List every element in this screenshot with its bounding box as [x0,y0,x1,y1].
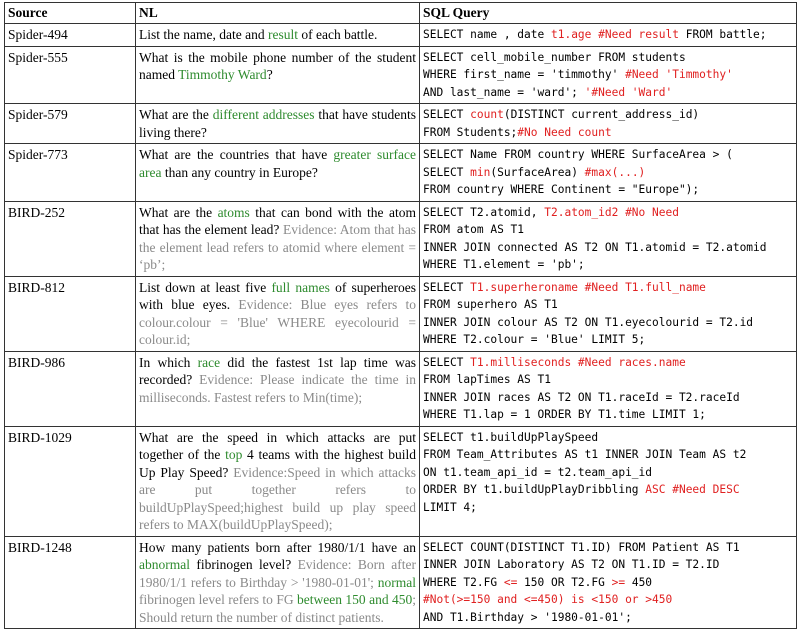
source-cell: Spider-773 [5,144,136,202]
sql-cell [420,46,797,104]
sql-cell [420,24,797,47]
nl-evidence: Evidence: Please indicate the time in milliseconds. Fastest refers to Min(time); [139,372,416,405]
nl-text: What is the mobile phone number of the student named [139,49,416,82]
sql-line [423,296,793,314]
sql-code: FROM Team_Attributes AS t1 INNER JOIN Team AS t2 [423,448,747,461]
sql-code: INNER JOIN Laboratory AS T2 ON T1.ID = T2.ID [423,558,720,571]
nl-highlight: between 150 and 450 [297,592,413,607]
sql-cell [420,536,797,629]
nl-highlight: abnormal [139,557,190,572]
source-cell: Spider-579 [5,104,136,144]
nl-cell [136,426,420,536]
sql-code: (SurfaceArea) [490,165,585,179]
sql-code: SELECT [423,280,471,294]
table-row [5,46,797,104]
sql-code: WHERE T1.element = 'pb'; [423,258,585,271]
sql-line [423,354,793,372]
sql-line [423,164,793,182]
sql-line [423,591,793,609]
sql-code: FROM country WHERE Continent = "Europe"); [423,183,700,196]
sql-cell [420,426,797,536]
nl-text: What are the countries that have [139,147,334,162]
sql-annotation: '#Need 'Ward' [584,85,673,99]
sql-code: INNER JOIN connected AS T2 ON T1.atomid = T2.atomid [423,240,767,254]
sql-code: WHERE T2.FG [423,575,504,589]
source-cell: BIRD-1248 [5,536,136,629]
sql-line [423,146,793,164]
sql-cell [420,276,797,351]
sql-annotation: #Not(>=150 and <=450) is <150 or >450 [423,593,673,606]
nl-text: of each battle. [297,27,378,42]
sql-line [423,256,793,274]
sql-code: ON t1.team_api_id = t2.team_api_id [423,465,653,479]
sql-code: FROM Students; [423,125,518,139]
nl-text: What are the speed in which attacks are put together of the [139,429,416,462]
nl-evidence: ; Should return the number of distinct patients. [139,592,417,625]
sql-code: SELECT COUNT(DISTINCT T1.ID) FROM Patient AS T1 [423,540,740,554]
sql-line [423,181,793,199]
nl-evidence: Evidence: Born after 1980/1/1 refers to Birthday > '1980-01-01'; [139,557,416,590]
sql-line [423,481,793,499]
sql-annotation: #Need 'Timmothy' [625,68,733,81]
nl-evidence: Evidence:Speed in which attacks are put together refers to buildUpPlaySpeed;highest build up play speed refers to MAX(buildUpPlaySpeed); [139,464,416,532]
sql-annotation: >= [611,575,626,589]
nl-text: What are the [139,107,213,122]
sql-annotation: #max(...) [584,165,646,179]
nl-evidence: Evidence: Blue eyes refers to colour.colour = 'Blue' WHERE eyecolourid = colour.id; [139,297,417,347]
sql-line [423,429,793,447]
nl-text: What are the [139,204,218,220]
sql-annotation: count [470,108,504,121]
sql-code: INNER JOIN races AS T2 ON T1.raceId = T2.raceId [423,390,740,404]
nl-highlight: race [197,354,221,370]
sql-code: LIMIT 4; [423,500,477,514]
sql-line [423,26,793,44]
nl-evidence: Evidence: Atom that has the element lead refers to atomid where element = ‘pb’; [139,222,417,272]
nl-highlight: result [267,27,298,42]
sql-annotation: T2.atom_id2 #No Need [544,205,679,219]
source-cell: BIRD-252 [5,201,136,276]
sql-line [423,84,793,102]
sql-cell [420,144,797,202]
sql-code: SELECT [423,108,471,121]
nl-text: that have students living there? [139,107,416,140]
table-body [5,24,797,629]
sql-line [423,371,793,389]
nl-cell [136,104,420,144]
sql-line [423,204,793,222]
sql-line [423,389,793,407]
table-row [5,144,797,202]
nl-cell [136,201,420,276]
sql-code: SELECT t1.buildUpPlaySpeed [423,430,599,444]
sql-annotation: T1.superheroname #Need T1.full_name [470,280,706,294]
sql-code: INNER JOIN colour AS T2 ON T1.eyecolourid = T2.id [423,315,754,329]
nl-text: List down at least five [139,279,272,295]
sql-code: SELECT cell_mobile_number FROM students [423,50,686,64]
nl-highlight: Timmothy Ward [178,67,267,82]
sql-annotation: #No Need count [517,125,612,139]
table-row [5,104,797,144]
sql-code: AND T1.Birthday > '1980-01-01'; [423,610,632,624]
sql-annotation: <= [503,575,518,589]
nl-text: that can bond with the atom that has the element lead? [139,204,416,237]
header-row [5,3,797,24]
sql-line [423,239,793,257]
table-row [5,276,797,351]
source-cell: Spider-555 [5,46,136,104]
sql-line [423,279,793,297]
sql-code: FROM superhero AS T1 [423,298,558,311]
sql-line [423,221,793,239]
nl-highlight: full names [271,279,330,295]
sql-annotation: min [470,165,491,179]
table-row [5,426,797,536]
nl-cell [136,276,420,351]
nl-text: did the fastest 1st lap time was recorded? [139,354,416,387]
sql-code: 450 [625,575,653,589]
nl-text: fibrinogen level? [189,557,298,572]
sql-code: WHERE first_name = 'timmothy' [423,68,626,81]
sql-line [423,556,793,574]
source-cell: BIRD-812 [5,276,136,351]
table-row [5,351,797,426]
sql-code: FROM lapTimes AS T1 [423,373,551,386]
header-sql: SQL Query [420,3,797,24]
sql-line [423,539,793,557]
sql-code: SELECT name , date [423,28,551,41]
nl-text: ? [266,67,273,82]
sql-line [423,66,793,84]
sql-code: FROM atom AS T1 [423,223,525,236]
sql-annotation: t1.age #Need result [550,28,679,41]
nl-cell [136,144,420,202]
sql-line [423,464,793,482]
nl-text: 4 teams with the highest build Up Play Speed? [139,447,416,480]
sql-cell [420,104,797,144]
comparison-table [4,2,797,629]
nl-highlight: greater surface area [139,147,416,180]
sql-code: SELECT [423,355,471,369]
sql-code: WHERE T2.colour = 'Blue' LIMIT 5; [423,333,646,346]
sql-line [423,574,793,592]
source-cell: Spider-494 [5,24,136,47]
nl-text: than any country in Europe? [161,164,318,180]
sql-line [423,331,793,349]
sql-code: SELECT [423,165,471,179]
sql-code: SELECT T2.atomid, [423,205,545,219]
sql-cell [420,351,797,426]
source-cell: BIRD-986 [5,351,136,426]
sql-cell [420,201,797,276]
table-row [5,24,797,47]
sql-line [423,106,793,124]
header-source: Source [5,3,136,24]
sql-line [423,609,793,627]
sql-line [423,499,793,517]
nl-highlight: different addresses [212,107,315,122]
nl-text: How many patients born after 1980/1/1 have an [139,539,416,555]
nl-cell [136,24,420,47]
header-nl: NL [136,3,420,24]
nl-cell [136,46,420,104]
nl-highlight: normal [377,574,416,590]
sql-code: FROM battle; [678,28,767,41]
nl-cell [136,351,420,426]
nl-text: In which [139,354,198,370]
nl-highlight: atoms [217,204,250,220]
sql-code: ORDER BY t1.buildUpPlayDribbling [423,483,646,496]
sql-code: (DISTINCT current_address_id) [503,108,700,121]
sql-line [423,124,793,142]
sql-code: 150 OR T2.FG [517,575,612,589]
source-cell: BIRD-1029 [5,426,136,536]
nl-highlight: top [225,447,243,462]
sql-line [423,49,793,67]
sql-line [423,446,793,464]
sql-annotation: T1.milliseconds #Need races.name [470,355,686,369]
nl-text: of superheroes with blue eyes. [139,279,416,312]
sql-code: SELECT Name FROM country WHERE SurfaceArea > ( [423,148,733,161]
nl-text: List the name, date and [139,27,268,42]
table-row [5,536,797,629]
table-row [5,201,797,276]
sql-annotation: ASC #Need DESC [645,483,740,496]
sql-code: WHERE T1.lap = 1 ORDER BY T1.time LIMIT 1; [423,408,706,421]
sql-line [423,314,793,332]
nl-evidence: fibrinogen level refers to FG [139,592,298,607]
sql-code: AND last_name = 'ward'; [423,85,585,99]
nl-cell [136,536,420,629]
sql-line [423,406,793,424]
